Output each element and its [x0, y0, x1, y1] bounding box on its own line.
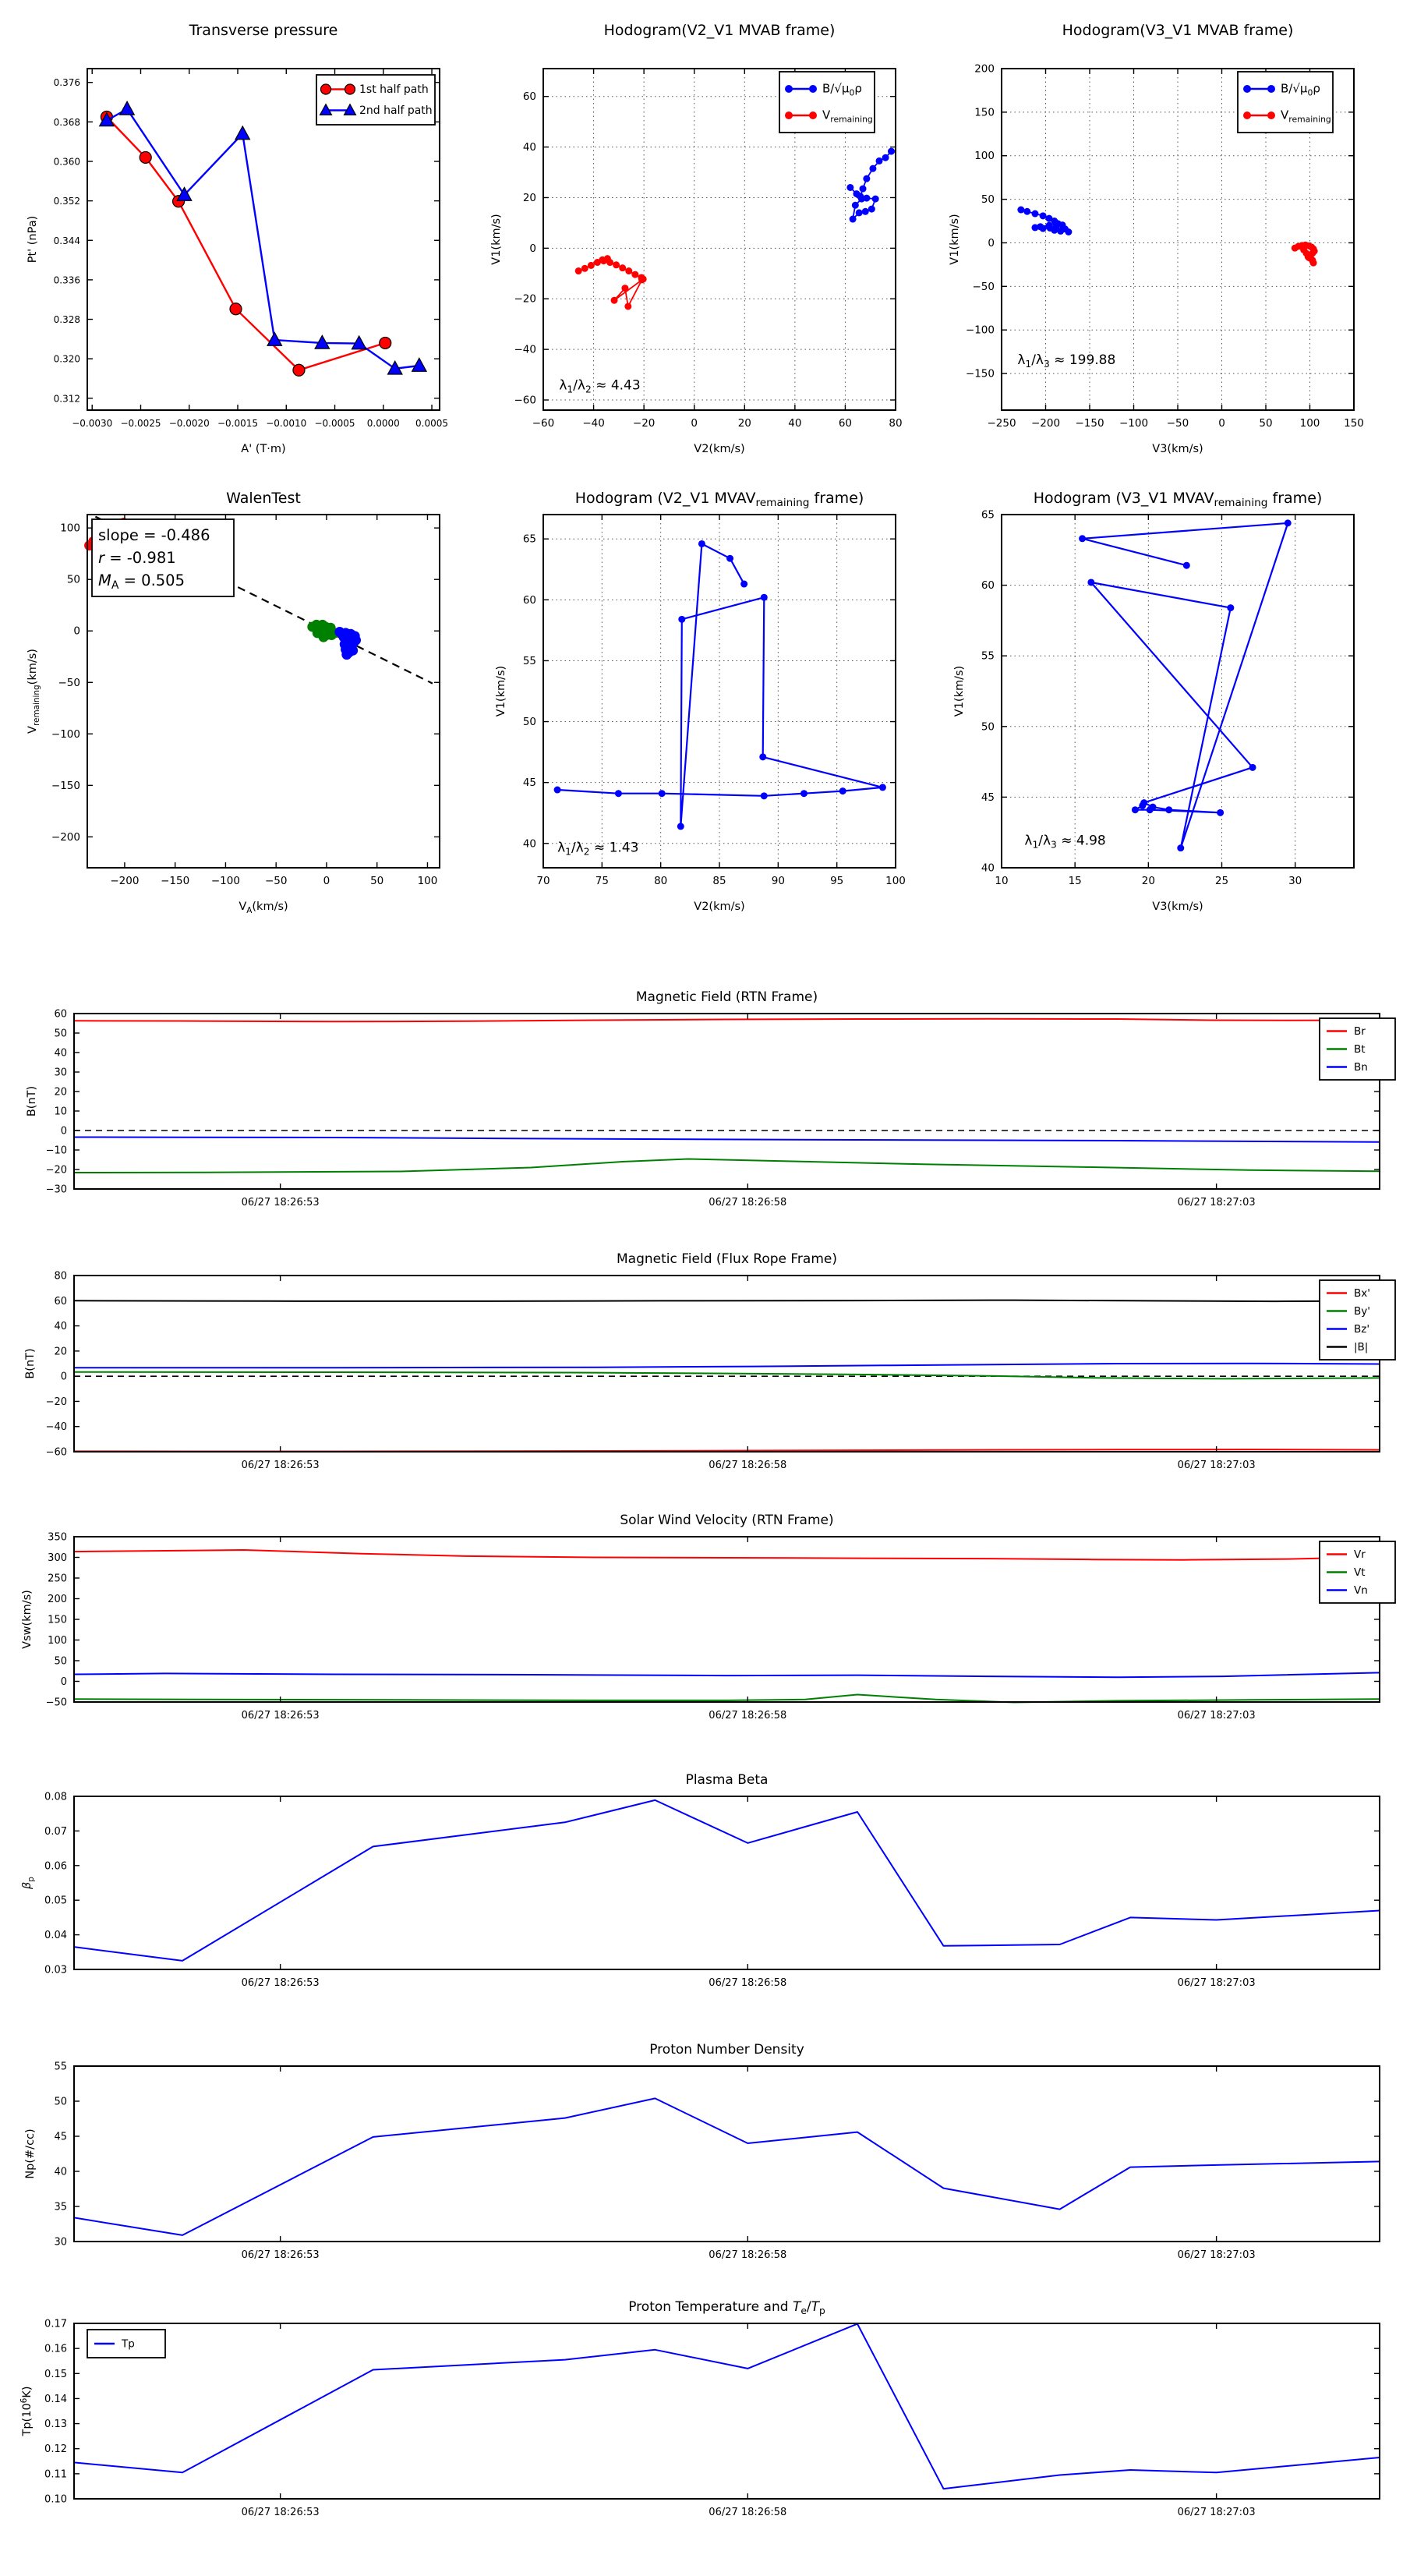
svg-text:0: 0 — [60, 1676, 67, 1688]
series-br — [74, 1019, 1380, 1022]
svg-text:0.10: 0.10 — [44, 2493, 67, 2506]
axes-frame — [1002, 515, 1354, 868]
svg-text:2nd half path: 2nd half path — [359, 104, 433, 117]
y-axis-label: $Tp(10^6K)$ — [19, 2386, 34, 2436]
svg-text:06/27 18:26:58: 06/27 18:26:58 — [709, 1710, 787, 1721]
svg-text:06/27 18:27:03: 06/27 18:27:03 — [1177, 2507, 1256, 2518]
grid — [543, 515, 896, 868]
chart-hodogram-v3v1-mvab — [949, 22, 1364, 455]
svg-text:06/27 18:26:58: 06/27 18:26:58 — [709, 2507, 787, 2518]
svg-text:B/√μ0ρ: $B/√\mu_0\rho$ — [1281, 81, 1320, 98]
legend — [779, 72, 875, 133]
svg-text:slope = -0.486: slope = -0.486 — [98, 526, 210, 544]
svg-text:20: 20 — [54, 1086, 67, 1099]
chart-walen-test — [27, 490, 440, 915]
svg-text:50: 50 — [370, 875, 384, 887]
chart-title: Hodogram (V3_V1 $MVAV_{remaining}$ frame) — [1033, 490, 1323, 509]
series-vr — [74, 1550, 1380, 1560]
svg-text:−0.0005: −0.0005 — [314, 418, 355, 429]
svg-text:−0.0030: −0.0030 — [72, 418, 113, 429]
svg-text:Vn: Vn — [1354, 1584, 1368, 1597]
legend — [1320, 1541, 1395, 1603]
svg-text:Bn: Bn — [1354, 1061, 1368, 1074]
series-b-sqrt-mu0-rho- — [1017, 207, 1072, 235]
chart-plasma-beta — [21, 1772, 1380, 1989]
svg-text:85: 85 — [712, 875, 726, 887]
svg-text:50: 50 — [981, 193, 995, 207]
svg-text:−100: −100 — [210, 875, 240, 887]
svg-text:45: 45 — [54, 2131, 67, 2143]
svg-text:−10: −10 — [45, 1145, 67, 1157]
series-v-remaining — [575, 255, 647, 310]
series-v2-v1-path — [554, 540, 886, 830]
svg-text:−150: −150 — [1075, 417, 1104, 430]
annotation: $\lambda_1/\lambda_3 \approx 4.98$ — [1024, 833, 1106, 851]
svg-text:06/27 18:27:03: 06/27 18:27:03 — [1177, 1710, 1256, 1721]
svg-text:−60: −60 — [45, 1446, 67, 1459]
series-np — [74, 2098, 1380, 2235]
annotation: $\lambda_1/\lambda_2 \approx 1.43$ — [557, 840, 639, 858]
y-axis-label: V1(km/s) — [949, 214, 961, 265]
x-axis-label: A' (T·m) — [241, 443, 286, 455]
svg-text:60: 60 — [981, 579, 995, 593]
svg-text:−30: −30 — [45, 1184, 67, 1196]
legend — [87, 2330, 165, 2358]
y-axis-label: Vsw(km/s) — [21, 1590, 34, 1649]
chart-title: Proton Number Density — [649, 2042, 804, 2058]
ticks — [74, 2066, 1380, 2242]
tick-labels — [44, 2319, 1256, 2519]
svg-text:−60: −60 — [514, 394, 536, 407]
svg-text:150: 150 — [48, 1614, 67, 1626]
svg-text:75: 75 — [595, 875, 609, 887]
series-2nd-half-path — [100, 101, 426, 374]
svg-text:06/27 18:26:53: 06/27 18:26:53 — [241, 1710, 320, 1721]
y-axis-label: $\beta_p$ — [21, 1877, 36, 1889]
series-cluster-3 — [334, 627, 361, 660]
svg-text:0.336: 0.336 — [53, 274, 80, 286]
axes-frame — [74, 1796, 1380, 1969]
svg-text:55: 55 — [981, 649, 995, 663]
svg-text:25: 25 — [1214, 875, 1229, 887]
svg-text:150: 150 — [974, 106, 995, 119]
svg-text:15: 15 — [1068, 875, 1082, 887]
svg-text:0.06: 0.06 — [44, 1860, 67, 1873]
svg-text:06/27 18:26:53: 06/27 18:26:53 — [241, 2507, 320, 2518]
chart-title: WalenTest — [226, 490, 301, 507]
svg-text:200: 200 — [48, 1594, 67, 1605]
ticks — [74, 2323, 1380, 2499]
svg-text:40: 40 — [54, 1047, 67, 1060]
svg-text:r = -0.981: r = -0.981 — [98, 549, 176, 567]
svg-text:0.14: 0.14 — [44, 2393, 67, 2405]
x-axis-label: V2(km/s) — [694, 901, 745, 913]
svg-text:60: 60 — [522, 90, 536, 104]
svg-text:−100: −100 — [965, 324, 995, 337]
axes-frame — [74, 2066, 1380, 2242]
svg-text:250: 250 — [48, 1573, 67, 1585]
svg-text:0.376: 0.376 — [53, 77, 80, 89]
chart-mag-rtn — [26, 989, 1395, 1208]
svg-text:0.320: 0.320 — [53, 353, 80, 365]
annotation: $\lambda_1/\lambda_3 \approx 199.88$ — [1017, 352, 1116, 370]
annotation: $\lambda_1/\lambda_2 \approx 4.43$ — [559, 377, 641, 395]
svg-text:−150: −150 — [161, 875, 190, 887]
series--b- — [74, 1300, 1380, 1302]
svg-text:−200: −200 — [1030, 417, 1061, 430]
svg-text:100: 100 — [48, 1635, 67, 1647]
svg-text:100: 100 — [885, 875, 906, 887]
svg-text:50: 50 — [54, 1655, 67, 1668]
x-axis-label: V3(km/s) — [1152, 901, 1203, 913]
svg-text:−150: −150 — [965, 367, 995, 380]
series-bz- — [74, 1364, 1380, 1368]
svg-text:−0.0020: −0.0020 — [168, 418, 210, 429]
series-v-remaining — [1292, 242, 1318, 267]
svg-text:30: 30 — [1288, 875, 1302, 887]
y-axis-label: B(nT) — [26, 1085, 38, 1117]
svg-text:−250: −250 — [987, 417, 1016, 430]
svg-text:55: 55 — [54, 2061, 67, 2073]
svg-text:−200: −200 — [110, 875, 140, 887]
svg-text:50: 50 — [66, 573, 80, 586]
svg-text:20: 20 — [1141, 875, 1155, 887]
svg-text:Bz': Bz' — [1354, 1323, 1370, 1336]
svg-text:40: 40 — [522, 141, 536, 154]
svg-text:06/27 18:26:53: 06/27 18:26:53 — [241, 2249, 320, 2261]
y-axis-label: $V_{remaining}(km/s)$ — [27, 649, 41, 734]
svg-text:40: 40 — [54, 2166, 67, 2178]
chart-hodogram-v2v1-mvav — [495, 490, 906, 913]
svg-text:60: 60 — [522, 593, 536, 607]
svg-text:0: 0 — [60, 1125, 67, 1138]
svg-text:−50: −50 — [58, 676, 80, 689]
svg-text:80: 80 — [54, 1270, 67, 1283]
svg-text:0.05: 0.05 — [44, 1895, 67, 1907]
svg-text:20: 20 — [737, 417, 751, 430]
tick-labels — [46, 1532, 1256, 1722]
axes-frame — [74, 2323, 1380, 2499]
svg-text:06/27 18:27:03: 06/27 18:27:03 — [1177, 2249, 1256, 2261]
svg-text:0.360: 0.360 — [53, 156, 80, 168]
svg-text:−150: −150 — [51, 779, 80, 792]
svg-text:50: 50 — [981, 720, 995, 734]
svg-text:0.07: 0.07 — [44, 1825, 67, 1838]
series-tp — [74, 2324, 1380, 2489]
svg-text:MA = 0.505: $M_A = 0.505$ — [98, 571, 185, 592]
tick-labels — [981, 509, 1302, 888]
svg-text:0.344: 0.344 — [53, 235, 80, 246]
svg-text:40: 40 — [788, 417, 802, 430]
svg-text:40: 40 — [981, 862, 995, 875]
svg-text:40: 40 — [54, 1321, 67, 1333]
svg-text:|B|: |B| — [1354, 1341, 1369, 1353]
svg-text:−0.0010: −0.0010 — [266, 418, 307, 429]
svg-text:06/27 18:26:58: 06/27 18:26:58 — [709, 1460, 787, 1471]
svg-text:06/27 18:27:03: 06/27 18:27:03 — [1177, 1460, 1256, 1471]
chart-proton-temperature — [19, 2299, 1380, 2518]
svg-text:Bt: Bt — [1354, 1043, 1366, 1056]
svg-text:100: 100 — [1299, 417, 1320, 430]
svg-text:60: 60 — [54, 1008, 67, 1021]
series-by- — [74, 1372, 1380, 1379]
chart-title: Plasma Beta — [685, 1772, 769, 1788]
legend — [1320, 1018, 1395, 1080]
svg-text:06/27 18:26:58: 06/27 18:26:58 — [709, 2249, 787, 2261]
ticks — [1002, 515, 1354, 868]
svg-text:−20: −20 — [514, 292, 536, 306]
svg-text:−40: −40 — [45, 1421, 67, 1434]
svg-text:0.12: 0.12 — [44, 2443, 67, 2456]
svg-text:0.368: 0.368 — [53, 116, 80, 128]
svg-text:Tp: Tp — [122, 2337, 135, 2351]
svg-text:−50: −50 — [45, 1697, 67, 1709]
svg-text:Vt: Vt — [1354, 1566, 1366, 1579]
svg-text:−20: −20 — [45, 1396, 67, 1408]
svg-text:06/27 18:27:03: 06/27 18:27:03 — [1177, 1977, 1256, 1989]
svg-text:50: 50 — [1259, 417, 1273, 430]
svg-text:−50: −50 — [1166, 417, 1189, 430]
svg-text:300: 300 — [48, 1552, 67, 1564]
svg-text:45: 45 — [981, 791, 995, 804]
svg-text:150: 150 — [1344, 417, 1364, 430]
svg-text:−50: −50 — [972, 280, 995, 293]
svg-text:0.08: 0.08 — [44, 1791, 67, 1803]
axes-frame — [74, 1014, 1380, 1189]
svg-text:0.04: 0.04 — [44, 1930, 67, 1942]
svg-text:50: 50 — [522, 716, 536, 729]
svg-text:20: 20 — [522, 191, 536, 204]
svg-text:30: 30 — [54, 1067, 67, 1079]
svg-text:0: 0 — [73, 625, 80, 638]
svg-text:30: 30 — [54, 2236, 67, 2249]
svg-text:0: 0 — [60, 1371, 67, 1383]
series-beta-p — [74, 1800, 1380, 1961]
svg-text:0.11: 0.11 — [44, 2468, 67, 2481]
svg-text:0.312: 0.312 — [53, 393, 80, 405]
y-axis-label: Np(#/cc) — [24, 2128, 37, 2179]
svg-text:350: 350 — [48, 1531, 67, 1544]
svg-text:0: 0 — [1218, 417, 1225, 430]
svg-text:20: 20 — [54, 1346, 67, 1358]
svg-text:−40: −40 — [582, 417, 605, 430]
svg-text:−20: −20 — [632, 417, 656, 430]
svg-text:95: 95 — [830, 875, 844, 887]
chart-title: Magnetic Field (RTN Frame) — [635, 989, 818, 1005]
chart-title: Magnetic Field (Flux Rope Frame) — [617, 1251, 837, 1267]
x-axis-label: V3(km/s) — [1152, 443, 1203, 455]
svg-text:0.15: 0.15 — [44, 2368, 67, 2380]
svg-text:50: 50 — [54, 2096, 67, 2108]
svg-text:0.17: 0.17 — [44, 2318, 67, 2330]
svg-text:06/27 18:26:53: 06/27 18:26:53 — [241, 1197, 320, 1208]
svg-text:06/27 18:27:03: 06/27 18:27:03 — [1177, 1197, 1256, 1208]
tick-labels — [46, 1009, 1256, 1209]
svg-text:0.03: 0.03 — [44, 1964, 67, 1976]
svg-text:−20: −20 — [45, 1164, 67, 1177]
legend — [316, 75, 435, 125]
svg-text:06/27 18:26:53: 06/27 18:26:53 — [241, 1460, 320, 1471]
svg-text:−200: −200 — [51, 830, 80, 844]
svg-text:Vremaining: $V_{remaining}$ — [822, 108, 873, 125]
chart-mag-flux-rope — [24, 1251, 1395, 1471]
grid — [1002, 515, 1354, 868]
svg-text:80: 80 — [889, 417, 903, 430]
svg-text:Br: Br — [1354, 1025, 1366, 1038]
svg-text:0: 0 — [691, 417, 698, 430]
svg-text:90: 90 — [771, 875, 785, 887]
svg-text:10: 10 — [995, 875, 1009, 887]
chart-transverse-pressure — [27, 22, 448, 455]
series-bn — [74, 1138, 1380, 1142]
y-axis-label: V1(km/s) — [953, 665, 966, 717]
chart-solar-wind-velocity — [21, 1513, 1395, 1721]
svg-text:−0.0015: −0.0015 — [217, 418, 259, 429]
svg-text:−100: −100 — [1119, 417, 1149, 430]
y-axis-label: Pt' (nPa) — [27, 215, 39, 264]
chart-title: Solar Wind Velocity (RTN Frame) — [620, 1513, 834, 1528]
chart-title: Proton Temperature and $T_e/T_p$ — [628, 2299, 825, 2316]
svg-text:200: 200 — [974, 62, 995, 76]
series-bt — [74, 1159, 1380, 1173]
chart-title: Hodogram(V3_V1 MVAB frame) — [1062, 22, 1294, 39]
legend — [1238, 72, 1333, 133]
chart-proton-density — [24, 2042, 1380, 2261]
svg-text:100: 100 — [974, 150, 995, 163]
svg-text:0: 0 — [323, 875, 330, 887]
legend — [1320, 1280, 1395, 1360]
svg-text:−0.0025: −0.0025 — [120, 418, 161, 429]
svg-text:60: 60 — [54, 1295, 67, 1307]
svg-text:0: 0 — [529, 242, 536, 255]
svg-text:55: 55 — [522, 654, 536, 667]
x-axis-label: V2(km/s) — [694, 443, 745, 455]
chart-title: Hodogram(V2_V1 MVAB frame) — [603, 22, 836, 39]
series-v3-v1-path — [1079, 519, 1292, 851]
svg-text:06/27 18:26:53: 06/27 18:26:53 — [241, 1977, 320, 1989]
svg-text:Vr: Vr — [1354, 1548, 1366, 1561]
svg-text:35: 35 — [54, 2201, 67, 2213]
svg-text:0.0000: 0.0000 — [366, 418, 400, 429]
tick-labels — [54, 77, 448, 429]
chart-hodogram-v3v1-mvav — [953, 490, 1354, 913]
chart-title: Hodogram (V2_V1 $MVAV_{remaining}$ frame) — [574, 490, 864, 509]
svg-text:0: 0 — [988, 236, 995, 249]
tick-labels — [523, 533, 906, 887]
chart-title: Transverse pressure — [189, 22, 338, 39]
svg-text:1st half path: 1st half path — [359, 83, 429, 96]
svg-text:B/√μ0ρ: $B/√\mu_0\rho$ — [822, 81, 862, 98]
y-axis-label: V1(km/s) — [490, 214, 503, 265]
svg-text:60: 60 — [838, 417, 853, 430]
svg-text:80: 80 — [654, 875, 668, 887]
svg-text:−100: −100 — [51, 727, 80, 741]
tick-labels — [54, 2061, 1255, 2262]
svg-text:By': By' — [1354, 1305, 1370, 1318]
svg-text:06/27 18:26:58: 06/27 18:26:58 — [709, 1197, 787, 1208]
series-b-sqrt-mu0-rho- — [846, 148, 895, 223]
series-vn — [74, 1672, 1380, 1677]
svg-text:−60: −60 — [532, 417, 555, 430]
svg-text:40: 40 — [522, 837, 536, 851]
chart-hodogram-v2v1-mvab — [490, 22, 903, 455]
svg-text:70: 70 — [536, 875, 550, 887]
svg-text:−50: −50 — [264, 875, 288, 887]
svg-text:65: 65 — [981, 508, 995, 522]
svg-text:0.328: 0.328 — [53, 314, 80, 326]
ticks — [74, 1014, 1380, 1189]
svg-text:0.13: 0.13 — [44, 2419, 67, 2431]
y-axis-label: B(nT) — [24, 1348, 37, 1379]
ticks — [74, 1796, 1380, 1969]
tick-labels — [44, 1792, 1256, 1990]
svg-text:0.352: 0.352 — [53, 196, 80, 207]
svg-text:10: 10 — [54, 1106, 67, 1118]
y-axis-label: V1(km/s) — [495, 665, 507, 717]
svg-text:45: 45 — [522, 777, 536, 790]
svg-text:0.0005: 0.0005 — [415, 418, 449, 429]
svg-text:100: 100 — [417, 875, 438, 887]
svg-text:65: 65 — [522, 533, 536, 546]
svg-text:100: 100 — [60, 522, 80, 535]
svg-text:−40: −40 — [514, 343, 536, 356]
svg-text:06/27 18:26:58: 06/27 18:26:58 — [709, 1977, 787, 1989]
svg-text:Bx': Bx' — [1354, 1287, 1370, 1300]
svg-text:0.16: 0.16 — [44, 2343, 67, 2355]
svg-text:50: 50 — [54, 1028, 67, 1040]
x-axis-label: $V_A(km/s)$ — [239, 901, 288, 915]
svg-text:Vremaining: $V_{remaining}$ — [1281, 108, 1331, 125]
